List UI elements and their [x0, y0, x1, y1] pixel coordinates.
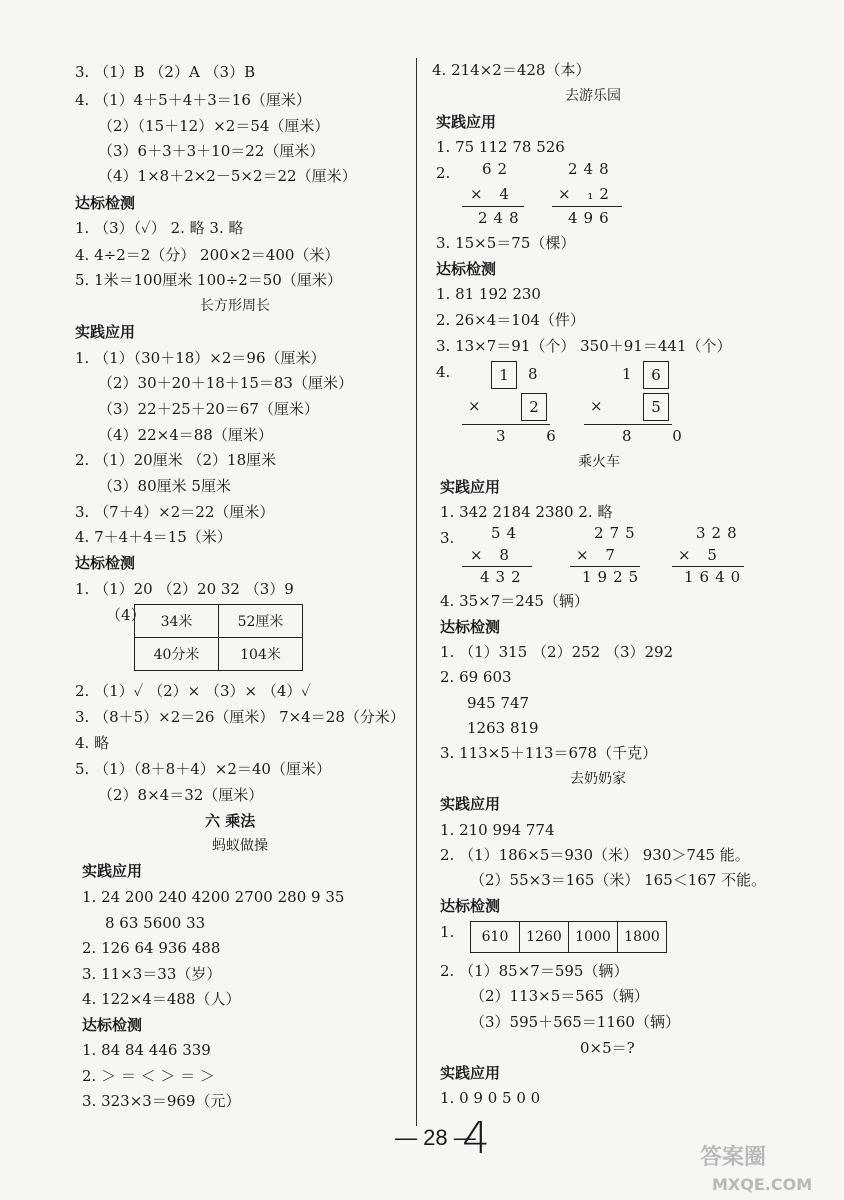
vertical-calc-1-op: × 4	[470, 185, 515, 203]
vertical-calc-5-top: 328	[696, 524, 743, 542]
column-divider	[416, 58, 417, 1126]
right-line-17: 1. 210 994 774	[440, 821, 555, 839]
right-line-7: 3. 13×7＝91（个） 350＋91＝441（个）	[436, 337, 732, 355]
answer-box: 1	[491, 361, 517, 389]
page-number: — 28 —	[395, 1125, 476, 1150]
left-line-6: 1. （3）（✓） 2. 略 3. 略	[75, 219, 244, 237]
right-line-22: （2）113×5＝565（辆）	[470, 987, 649, 1005]
vertical-calc-2-line	[552, 206, 622, 207]
vertical-calc-4-top: 275	[594, 524, 641, 542]
section-heading-test-1: 达标检测	[75, 194, 136, 212]
table-cell: 34米	[135, 605, 219, 638]
left-line-28: 4. 122×4＝488（人）	[82, 990, 241, 1008]
lesson-title-park: 去游乐园	[565, 88, 621, 104]
table-cell: 610	[471, 922, 520, 953]
lesson-title-rectangle: 长方形周长	[200, 298, 270, 314]
section-heading-test-3: 达标检测	[82, 1016, 143, 1034]
left-line-24: 1. 24 200 240 4200 2700 280 9 35	[82, 888, 345, 906]
section-heading-test-2: 达标检测	[75, 554, 136, 572]
right-line-4: 3. 15×5＝75（棵）	[436, 234, 576, 252]
vertical-calc-4-result: 1925	[582, 568, 645, 586]
watermark-logo: 答案圈	[700, 1145, 767, 1170]
calc-line	[584, 424, 672, 425]
right-line-20: 1.	[440, 923, 455, 941]
lesson-title-zero: 0×5＝?	[580, 1039, 635, 1057]
right-line-6: 2. 26×4＝104（件）	[436, 311, 585, 329]
section-heading-test-r1: 达标检测	[436, 260, 497, 278]
left-line-13: 2. （1）20厘米 （2）18厘米	[75, 451, 277, 469]
left-line-10: （2）30＋20＋18＋15＝83（厘米）	[98, 374, 353, 392]
left-line-4: （3）6＋3＋3＋10＝22（厘米）	[98, 142, 325, 160]
vertical-calc-3-top: 54	[491, 524, 523, 542]
right-line-3: 2.	[436, 164, 451, 182]
left-line-5: （4）1×8＋2×2－5×2＝22（厘米）	[98, 167, 357, 185]
table-cell: 1800	[618, 922, 667, 953]
left-line-31: 3. 323×3＝969（元）	[82, 1092, 241, 1110]
left-line-2: 4. （1）4＋5＋4＋3＝16（厘米）	[75, 91, 311, 109]
vertical-calc-4-op: × 7	[576, 546, 621, 564]
left-line-30: 2. ＞ ＝ ＜ ＞ ＝ ＞	[82, 1067, 215, 1085]
left-line-17: 1. （1）20 （2）20 32 （3）9	[75, 580, 294, 598]
right-line-21: 2. （1）85×7＝595（辆）	[440, 962, 629, 980]
left-line-26: 2. 126 64 936 488	[82, 939, 221, 957]
right-line-8: 4.	[436, 363, 451, 381]
left-line-27: 3. 11×3＝33（岁）	[82, 965, 222, 983]
times-sign: ×	[468, 397, 481, 415]
left-line-18: （4）	[106, 606, 146, 624]
left-line-19: 2. （1）✓ （2）× （3）× （4）✓	[75, 682, 312, 700]
answer-row-table	[470, 921, 667, 953]
watermark-url: MXQE.COM	[712, 1175, 813, 1194]
answer-box: 5	[643, 393, 669, 421]
left-line-12: （4）22×4＝88（厘米）	[98, 426, 273, 444]
section-heading-practice-r3: 实践应用	[440, 795, 501, 813]
section-heading-practice-2: 实践应用	[82, 862, 143, 880]
right-line-5: 1. 81 192 230	[436, 285, 541, 303]
left-line-14: （3）80厘米 5厘米	[98, 477, 231, 495]
vertical-calc-2-result: 496	[568, 209, 615, 227]
digit: 1	[622, 365, 632, 383]
left-line-7: 4. 4÷2＝2（分） 200×2＝400（米）	[75, 246, 340, 264]
vertical-calc-2-top: 248	[568, 160, 615, 178]
right-line-2: 1. 75 112 78 526	[436, 138, 565, 156]
lesson-title-ant: 蚂蚁做操	[212, 838, 268, 854]
digit: 8	[528, 365, 538, 383]
section-heading-practice-r1: 实践应用	[436, 113, 497, 131]
vertical-calc-4-line	[570, 566, 640, 567]
calc-result: 8 0	[622, 427, 700, 445]
table-cell: 40分米	[135, 638, 219, 671]
vertical-calc-3-op: × 8	[470, 546, 515, 564]
vertical-calc-2-op: × ₁2	[558, 185, 615, 203]
calc-result: 3 6	[496, 427, 574, 445]
left-line-16: 4. 7＋4＋4＝15（米）	[75, 528, 232, 546]
section-heading-test-r3: 达标检测	[440, 897, 501, 915]
section-heading-practice-1: 实践应用	[75, 323, 136, 341]
left-line-9: 1. （1）（30＋18）×2＝96（厘米）	[75, 349, 326, 367]
table-cell: 1000	[569, 922, 618, 953]
section-heading-test-r2: 达标检测	[440, 618, 501, 636]
left-line-20: 3. （8＋5）×2＝26（厘米） 7×4＝28（分米）	[75, 708, 405, 726]
answer-box: 2	[521, 393, 547, 421]
vertical-calc-5-line	[672, 566, 744, 567]
vertical-calc-3-line	[462, 566, 532, 567]
vertical-calc-1-line	[462, 206, 524, 207]
calc-line	[462, 424, 550, 425]
right-line-1: 4. 214×2＝428（本）	[432, 61, 591, 79]
vertical-calc-3-result: 432	[480, 568, 527, 586]
vertical-calc-1-result: 248	[478, 209, 525, 227]
lesson-title-train: 乘火车	[578, 454, 620, 470]
left-line-25: 8 63 5600 33	[105, 914, 206, 932]
section-heading-practice-r2: 实践应用	[440, 478, 501, 496]
right-line-15: 1263 819	[467, 719, 539, 737]
right-line-11: 4. 35×7＝245（辆）	[440, 592, 589, 610]
lesson-title-grandma: 去奶奶家	[570, 771, 626, 787]
left-line-29: 1. 84 84 446 339	[82, 1041, 211, 1059]
answer-box: 6	[643, 361, 669, 389]
handwritten-mark: 4	[462, 1113, 490, 1164]
right-line-24: 1. 0 9 0 5 0 0	[440, 1089, 541, 1107]
table-cell: 104米	[219, 638, 303, 671]
left-line-23: （2）8×4＝32（厘米）	[98, 786, 264, 804]
right-line-9: 1. 342 2184 2380 2. 略	[440, 503, 613, 521]
right-line-14: 945 747	[467, 694, 530, 712]
table-cell: 1260	[520, 922, 569, 953]
table-cell: 52厘米	[219, 605, 303, 638]
right-line-19: （2）55×3＝165（米） 165＜167 不能。	[470, 871, 767, 889]
right-line-13: 2. 69 603	[440, 668, 512, 686]
left-line-15: 3. （7＋4）×2＝22（厘米）	[75, 503, 275, 521]
section-heading-practice-r4: 实践应用	[440, 1064, 501, 1082]
vertical-calc-5-op: × 5	[678, 546, 723, 564]
left-line-8: 5. 1米＝100厘米 100÷2＝50（厘米）	[75, 271, 342, 289]
left-line-3: （2）（15＋12）×2＝54（厘米）	[98, 117, 330, 135]
right-line-10: 3.	[440, 529, 455, 547]
vertical-calc-1-top: 62	[482, 160, 514, 178]
right-line-23: （3）595＋565＝1160（辆）	[470, 1013, 680, 1031]
perimeter-table	[134, 604, 303, 671]
left-line-11: （3）22＋25＋20＝67（厘米）	[98, 400, 319, 418]
right-line-12: 1. （1）315 （2）252 （3）292	[440, 643, 674, 661]
times-sign: ×	[590, 397, 603, 415]
left-line-1: 3. （1）B （2）A （3）B	[75, 63, 256, 81]
left-line-21: 4. 略	[75, 734, 110, 752]
right-line-18: 2. （1）186×5＝930（米） 930＞745 能。	[440, 846, 750, 864]
chapter-title: 六 乘法	[205, 812, 256, 830]
left-line-22: 5. （1）（8＋8＋4）×2＝40（厘米）	[75, 760, 331, 778]
vertical-calc-5-result: 1640	[684, 568, 747, 586]
right-line-16: 3. 113×5＋113＝678（千克）	[440, 744, 658, 762]
